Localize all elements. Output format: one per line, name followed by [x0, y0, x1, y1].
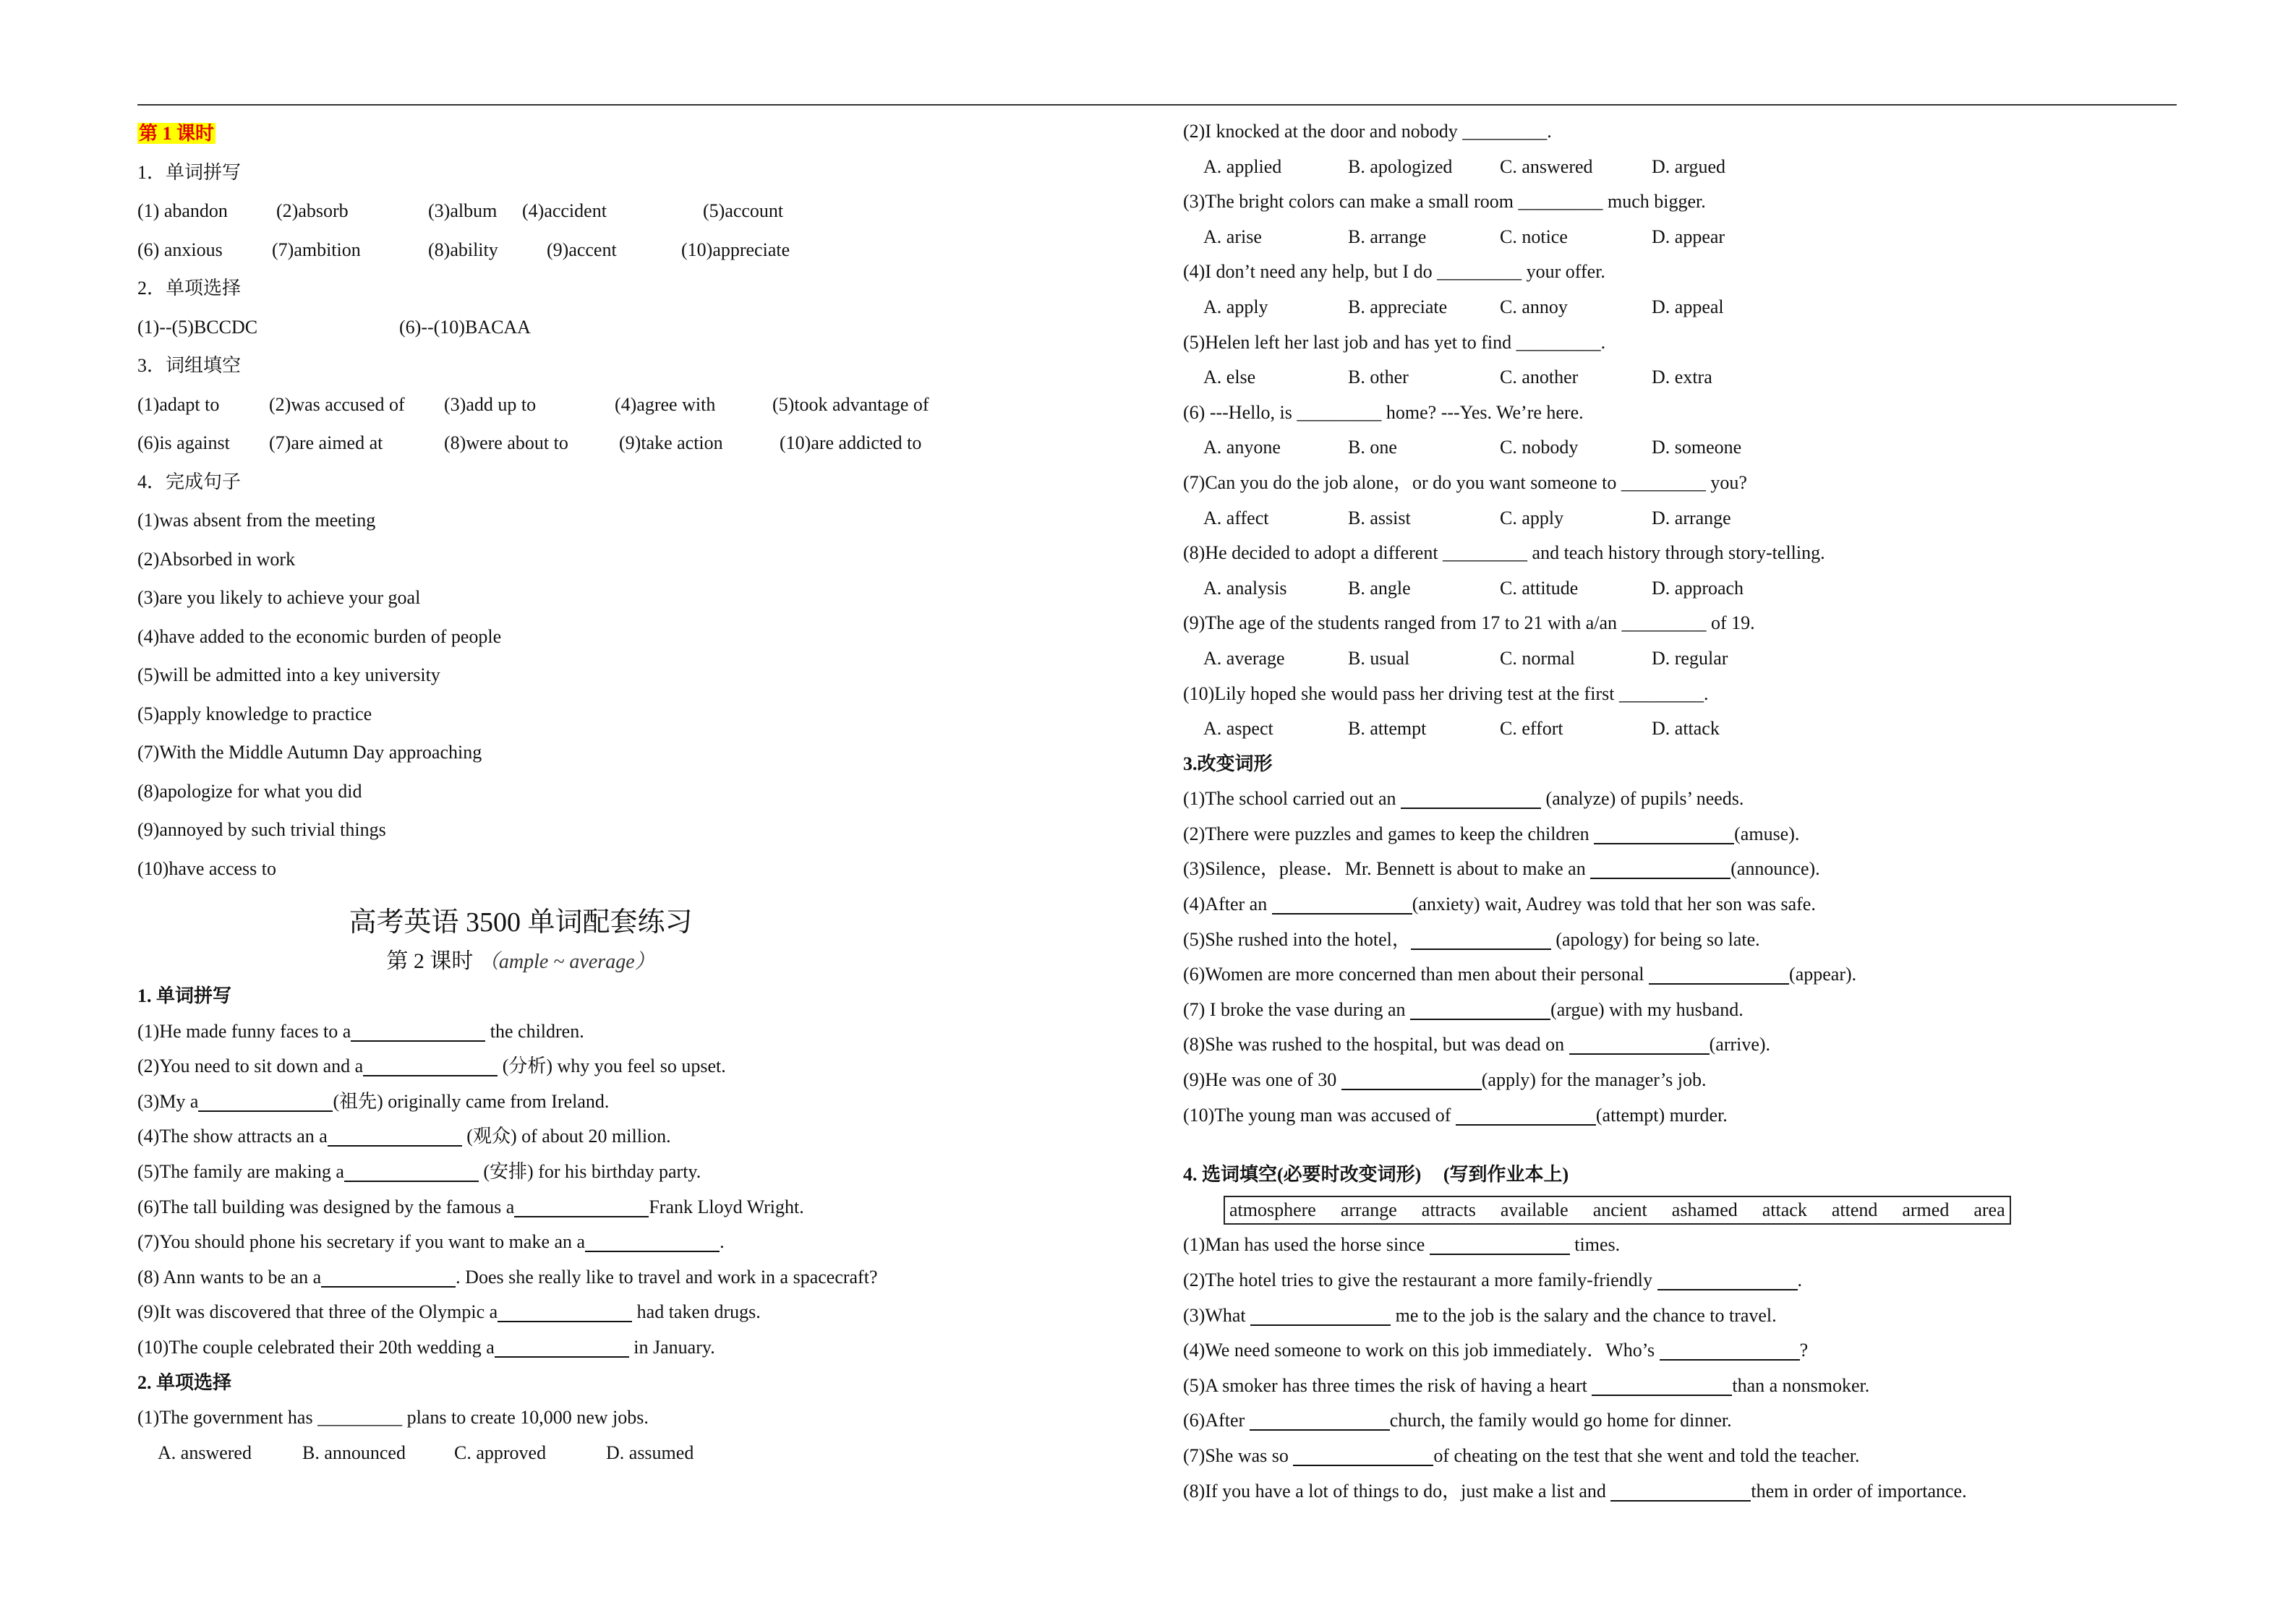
answer-item: (3)add up to	[444, 393, 537, 415]
question-text: (10)The young man was accused of	[1183, 1104, 1456, 1126]
mc-option[interactable]: C. effort	[1500, 718, 1563, 740]
mc-option[interactable]: B. apologized	[1348, 155, 1453, 177]
mc-option[interactable]: B. appreciate	[1348, 296, 1448, 317]
answer-item: (4)accident	[522, 200, 607, 221]
question-row	[1183, 1027, 2188, 1063]
mc-option[interactable]: B. announced	[302, 1442, 406, 1463]
mc-option[interactable]: D. attack	[1652, 718, 1720, 740]
answer-item: (5)account	[703, 200, 784, 221]
question-text: (analyze) of pupils’ needs.	[1541, 788, 1744, 810]
mc-question: (9)The age of the students ranged from 17 to 21 with a/an _________ of 19.	[1183, 612, 1755, 634]
section-title: 3.改变词形	[1183, 753, 1273, 774]
word-box-item: area	[1973, 1199, 2005, 1220]
word-box-item: ancient	[1592, 1199, 1647, 1220]
question-text: (1)Man has used the horse since	[1183, 1234, 1430, 1256]
answer-row	[137, 308, 1135, 347]
question-row	[1183, 1333, 2188, 1369]
answer-blank[interactable]	[1250, 1303, 1391, 1326]
mc-option[interactable]: C. nobody	[1500, 437, 1579, 458]
sentence-answer: (7)With the Middle Autumn Day approaching	[137, 742, 482, 763]
mc-question: (5)Helen left her last job and has yet to find _________.	[1183, 331, 1606, 353]
section-title-row	[1183, 1157, 2188, 1193]
answer-blank[interactable]	[1660, 1337, 1800, 1361]
answer-blank[interactable]	[1592, 1373, 1732, 1396]
question-text: times.	[1569, 1234, 1621, 1256]
question-row	[1183, 817, 2188, 852]
lesson-subtitle-text: 第 2 课时	[386, 949, 474, 973]
mc-question: (6) ---Hello, is _________ home? ---Yes. We’re here.	[1183, 401, 1584, 423]
question-text: .	[720, 1231, 725, 1253]
answer-item: (8)were about to	[444, 432, 568, 453]
answer-blank[interactable]	[1411, 927, 1551, 950]
question-text: of cheating on the test that she went and told the teacher.	[1433, 1444, 1860, 1466]
mc-option[interactable]: D. assumed	[606, 1442, 694, 1463]
section-title: 3．词组填空	[137, 355, 242, 376]
answer-blank[interactable]	[495, 1335, 629, 1358]
answer-blank[interactable]	[1401, 786, 1541, 809]
question-row	[1183, 1439, 2188, 1474]
answer-row	[137, 385, 1135, 424]
answer-item: (3)album	[428, 200, 498, 221]
mc-question: (3)The bright colors can make a small room _________ much bigger.	[1183, 191, 1706, 213]
mc-option[interactable]: C. notice	[1500, 226, 1568, 247]
question-text: (10)The couple celebrated their 20th wedding a	[137, 1336, 495, 1358]
mc-option[interactable]: D. extra	[1652, 367, 1712, 388]
mc-question: (8)He decided to adopt a different _________ and teach history through story-telling.	[1183, 542, 1825, 564]
answer-item: (2)was accused of	[269, 393, 405, 415]
word-box-item: attend	[1831, 1199, 1878, 1220]
mc-options	[1183, 501, 2188, 536]
question-row	[1183, 957, 2188, 993]
mc-options	[1183, 290, 2188, 325]
mc-options	[1183, 430, 2188, 466]
mc-option[interactable]: D. appear	[1652, 226, 1725, 247]
mc-option[interactable]: A. anyone	[1203, 437, 1281, 458]
question-row	[1183, 922, 2188, 958]
lesson-range: （ample ~ average）	[478, 951, 655, 973]
question-row	[137, 1119, 1135, 1155]
question-text: (4)We need someone to work on this job immediately．Who’s	[1183, 1340, 1660, 1361]
word-box	[1224, 1196, 2011, 1225]
question-text: (5)She rushed into the hotel，	[1183, 928, 1411, 950]
question-row	[1183, 887, 2188, 922]
question-row	[1183, 1098, 2188, 1134]
question-text: .	[1797, 1269, 1803, 1290]
question-text: (5)The family are making a	[137, 1160, 344, 1182]
question-text: (9)It was discovered that three of the Olympic a	[137, 1301, 498, 1323]
sentence-answer: (4)have added to the economic burden of people	[137, 625, 502, 647]
section-title: 2．单项选择	[137, 278, 242, 299]
mc-question: (4)I don’t need any help, but I do _________ your offer.	[1183, 261, 1605, 283]
worksheet-title	[137, 901, 904, 944]
answer-blank[interactable]	[1456, 1102, 1596, 1126]
question-text: than a nonsmoker.	[1732, 1374, 1870, 1396]
answer-blank[interactable]	[1590, 856, 1730, 879]
section-note: (写到作业本上)	[1443, 1164, 1569, 1186]
question-row	[137, 1330, 1135, 1366]
mc-option[interactable]: B. assist	[1348, 507, 1411, 528]
question-text: (3)My a	[137, 1090, 199, 1112]
mc-option[interactable]: B. attempt	[1348, 718, 1427, 740]
mc-option[interactable]: D. appeal	[1652, 296, 1724, 317]
question-row	[1183, 1403, 2188, 1439]
answer-blank[interactable]	[1410, 997, 1550, 1020]
question-text: (4)The show attracts an a	[137, 1126, 328, 1147]
word-box-item: armed	[1902, 1199, 1950, 1220]
question-row	[1183, 1263, 2188, 1298]
sentence-answer: (1)was absent from the meeting	[137, 510, 376, 531]
answer-item: (1)--(5)BCCDC	[137, 316, 258, 338]
question-text: (8)She was rushed to the hospital, but was dead on	[1183, 1034, 1569, 1055]
answer-item: (1) abandon	[137, 200, 228, 221]
answer-item: (9)take action	[619, 432, 723, 453]
right-column	[1183, 114, 2188, 1509]
sentence-answer: (2)Absorbed in work	[137, 548, 296, 570]
question-text: (祖先) originally came from Ireland.	[333, 1090, 610, 1112]
question-row	[137, 1155, 1135, 1190]
mc-option[interactable]: B. other	[1348, 367, 1409, 388]
lesson1-label-row	[137, 114, 1135, 153]
question-row	[137, 1190, 1135, 1225]
mc-options	[1183, 711, 2188, 747]
answer-blank[interactable]	[1272, 891, 1412, 915]
mc-option[interactable]: A. average	[1203, 647, 1285, 669]
answer-blank[interactable]	[198, 1089, 333, 1112]
answer-item: (1)adapt to	[137, 393, 220, 415]
mc-option[interactable]: C. another	[1500, 367, 1579, 388]
answer-blank[interactable]	[1293, 1443, 1433, 1466]
mc-options	[1183, 220, 2188, 255]
mc-option[interactable]: A. aspect	[1203, 718, 1273, 740]
question-text: church, the family would go home for dinner.	[1389, 1410, 1732, 1431]
mc-option[interactable]: C. annoy	[1500, 296, 1568, 317]
answer-row	[137, 424, 1135, 463]
answer-row	[137, 192, 1135, 231]
sentence-answer: (5)apply knowledge to practice	[137, 703, 372, 724]
mc-option[interactable]: B. usual	[1348, 647, 1410, 669]
question-row	[137, 1014, 1135, 1050]
answer-blank[interactable]	[351, 1019, 485, 1042]
mc-option[interactable]: D. arrange	[1652, 507, 1731, 528]
fill-list	[1183, 1228, 2188, 1509]
question-text: (apology) for being so late.	[1550, 928, 1760, 950]
word-box-item: available	[1500, 1199, 1569, 1220]
question-text: (6)Women are more concerned than men about their personal	[1183, 964, 1650, 985]
mc-question: (10)Lily hoped she would pass her driving test at the first _________.	[1183, 682, 1709, 704]
answer-item: (6)is against	[137, 432, 230, 453]
question-text: (2)You need to sit down and a	[137, 1055, 364, 1077]
mc-option[interactable]: A. affect	[1203, 507, 1269, 528]
answer-item: (10)are addicted to	[780, 432, 922, 453]
answer-item: (2)absorb	[276, 200, 349, 221]
question-text: (7) I broke the vase during an	[1183, 998, 1411, 1020]
question-text: (3)What	[1183, 1304, 1251, 1326]
answer-blank[interactable]	[1657, 1267, 1798, 1290]
word-box-row	[1183, 1193, 2188, 1228]
question-text: (announce).	[1730, 858, 1820, 880]
question-row	[1183, 852, 2188, 887]
mc-option[interactable]: A. apply	[1203, 296, 1268, 317]
mc-options	[1183, 150, 2188, 185]
answer-blank[interactable]	[321, 1264, 456, 1288]
answer-blank[interactable]	[498, 1299, 632, 1322]
mc-options	[137, 1436, 1135, 1471]
mc-option[interactable]: D. approach	[1652, 577, 1744, 599]
sentence-answer: (5)will be admitted into a key university	[137, 664, 440, 685]
question-text: (4)After an	[1183, 894, 1272, 915]
question-text: ?	[1799, 1340, 1809, 1361]
question-text: had taken drugs.	[632, 1301, 761, 1323]
question-row	[137, 1084, 1135, 1120]
mc-option[interactable]: A. answered	[158, 1442, 252, 1463]
answer-blank[interactable]	[585, 1229, 720, 1252]
mc-option[interactable]: C. approved	[454, 1442, 547, 1463]
question-text: (argue) with my husband.	[1550, 998, 1744, 1020]
answer-item: (9)accent	[547, 239, 617, 260]
mc-option[interactable]: B. one	[1348, 437, 1397, 458]
question-text: (8)If you have a lot of things to do，just make a list and	[1183, 1480, 1611, 1502]
answer-item: (7)are aimed at	[269, 432, 383, 453]
mc-list-right	[1183, 114, 2188, 747]
question-text: (6)After	[1183, 1410, 1250, 1431]
question-text: (5)A smoker has three times the risk of having a heart	[1183, 1374, 1592, 1396]
question-text: (appear).	[1789, 964, 1857, 985]
question-text: (amuse).	[1734, 823, 1800, 844]
question-text: in January.	[628, 1336, 715, 1358]
mc-option[interactable]: D. someone	[1652, 437, 1742, 458]
answer-row	[137, 231, 1135, 270]
answer-blank[interactable]	[1430, 1232, 1570, 1255]
sentence-answer: (10)have access to	[137, 857, 277, 879]
question-row	[1183, 993, 2188, 1028]
question-text: (1)He made funny faces to a	[137, 1020, 351, 1042]
header-rule	[137, 104, 2177, 106]
mc-option[interactable]: A. arise	[1203, 226, 1262, 247]
section-title: 4．完成句子	[137, 471, 242, 492]
question-text: (观众) of about 20 million.	[461, 1126, 671, 1147]
question-text: (7)You should phone his secretary if you want to make an a	[137, 1231, 586, 1253]
mc-question: (1)The government has _________ plans to create 10,000 new jobs.	[137, 1407, 649, 1429]
mc-list-left	[137, 1400, 1135, 1470]
spelling-list	[137, 1014, 1135, 1366]
mc-option[interactable]: C. apply	[1500, 507, 1564, 528]
mc-options	[1183, 641, 2188, 677]
word-form-list	[1183, 781, 2188, 1133]
question-row	[1183, 1298, 2188, 1334]
answer-item: (4)agree with	[615, 393, 716, 415]
answer-item: (6)--(10)BACAA	[399, 316, 531, 338]
question-text: (arrive).	[1709, 1034, 1771, 1055]
section-title: 1．单词拼写	[137, 161, 242, 183]
sentence-answer: (8)apologize for what you did	[137, 780, 362, 802]
question-text: (安排) for his birthday party.	[478, 1160, 701, 1182]
sentence-answer: (3)are you likely to achieve your goal	[137, 587, 421, 608]
mc-option[interactable]: A. applied	[1203, 155, 1282, 177]
answer-item: (8)ability	[428, 239, 498, 260]
worksheet-title-text: 高考英语 3500 单词配套练习	[349, 907, 693, 938]
question-text: (9)He was one of 30	[1183, 1069, 1341, 1091]
word-box-item: attack	[1762, 1199, 1807, 1220]
question-text: (attempt) murder.	[1595, 1104, 1728, 1126]
answer-item: (7)ambition	[272, 239, 361, 260]
mc-question: (7)Can you do the job alone，or do you want someone to _________ you?	[1183, 471, 1747, 493]
question-row	[1183, 1228, 2188, 1263]
question-text: me to the job is the salary and the chance to travel.	[1391, 1304, 1777, 1326]
answer-blank[interactable]	[1594, 821, 1734, 844]
mc-options	[1183, 360, 2188, 395]
question-text: (7)She was so	[1183, 1444, 1294, 1466]
mc-option[interactable]: B. angle	[1348, 577, 1411, 599]
answer-blank[interactable]	[1649, 962, 1789, 985]
question-row	[137, 1295, 1135, 1330]
mc-option[interactable]: C. normal	[1500, 647, 1575, 669]
mc-option[interactable]: A. analysis	[1203, 577, 1287, 599]
question-text: the children.	[485, 1020, 584, 1042]
question-text: (8) Ann wants to be an a	[137, 1266, 322, 1288]
question-row	[137, 1225, 1135, 1260]
answer-blank[interactable]	[1250, 1408, 1390, 1431]
answer-blank[interactable]	[1610, 1478, 1751, 1502]
question-text: (1)The school carried out an	[1183, 788, 1401, 810]
question-text: (6)The tall building was designed by the famous a	[137, 1196, 515, 1217]
answer-blank[interactable]	[363, 1053, 498, 1076]
sentence-answer: (9)annoyed by such trivial things	[137, 819, 386, 840]
mc-option[interactable]: A. else	[1203, 367, 1256, 388]
answer-blank[interactable]	[344, 1159, 479, 1182]
lesson1-label: 第 1 课时	[139, 123, 215, 144]
answer-item: (5)took advantage of	[772, 393, 929, 415]
section-title: 1. 单词拼写	[137, 985, 232, 1006]
lesson-subtitle	[137, 944, 904, 979]
word-box-item: ashamed	[1671, 1199, 1738, 1220]
question-text: (3)Silence，please．Mr. Bennett is about to make an	[1183, 858, 1591, 880]
question-row	[137, 1049, 1135, 1084]
mc-options	[1183, 571, 2188, 607]
question-text: (分析) why you feel so upset.	[498, 1055, 726, 1077]
question-text: (anxiety) wait, Audrey was told that her son was safe.	[1412, 894, 1816, 915]
question-text: (2)There were puzzles and games to keep the children	[1183, 823, 1595, 844]
question-row	[1183, 1369, 2188, 1404]
word-box-item: atmosphere	[1229, 1199, 1316, 1220]
answer-item: (6) anxious	[137, 239, 223, 260]
section-title: 4. 选词填空(必要时改变词形)	[1183, 1164, 1422, 1186]
question-row	[1183, 1063, 2188, 1098]
mc-option[interactable]: D. argued	[1652, 155, 1726, 177]
answer-blank[interactable]	[1569, 1032, 1710, 1055]
question-text: . Does she really like to travel and work in a spacecraft?	[456, 1266, 878, 1288]
mc-option[interactable]: B. arrange	[1348, 226, 1427, 247]
answer-blank[interactable]	[328, 1123, 462, 1147]
question-text: (2)The hotel tries to give the restaurant a more family-friendly	[1183, 1269, 1657, 1290]
answer-blank[interactable]	[1341, 1067, 1482, 1090]
question-text: Frank Lloyd Wright.	[649, 1196, 804, 1217]
question-row	[137, 1260, 1135, 1296]
question-row	[1183, 1474, 2188, 1509]
question-text: (apply) for the manager’s job.	[1481, 1069, 1707, 1091]
question-row	[1183, 781, 2188, 817]
word-box-item: attracts	[1421, 1199, 1476, 1220]
answer-item: (10)appreciate	[681, 239, 790, 260]
mc-option[interactable]: D. regular	[1652, 647, 1728, 669]
left-column	[137, 114, 1135, 1470]
word-box-item: arrange	[1340, 1199, 1397, 1220]
question-text: them in order of importance.	[1751, 1480, 1967, 1502]
answer-blank[interactable]	[514, 1194, 649, 1217]
mc-option[interactable]: C. answered	[1500, 155, 1593, 177]
section-title: 2. 单项选择	[137, 1371, 232, 1393]
mc-option[interactable]: C. attitude	[1500, 577, 1579, 599]
mc-question: (2)I knocked at the door and nobody _________.	[1183, 121, 1552, 142]
